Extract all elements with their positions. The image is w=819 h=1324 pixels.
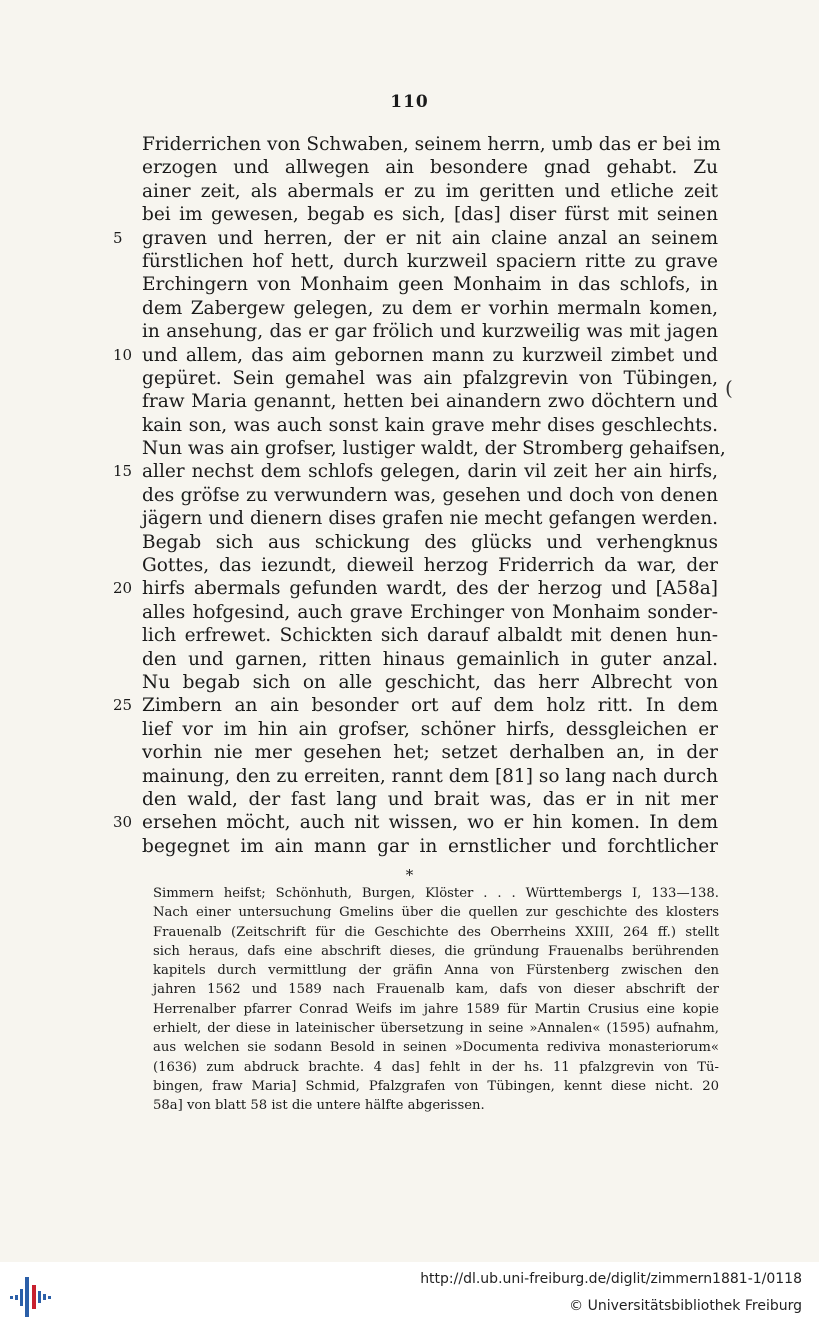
line-text: Begab sich aus schickung des glücks und verhengknus	[142, 531, 718, 553]
line-text: jägern und dienern dises grafen nie mecht gefangen werden.	[142, 508, 718, 530]
page-number: 110	[390, 92, 429, 112]
main-text-block	[113, 133, 726, 858]
line-number: 25	[113, 696, 133, 715]
line-text: gepüret. Sein gemahel was ain pfalzgrevin von Tübingen,	[142, 367, 718, 389]
line-text: begegnet im ain mann gar in ernstlicher und forchtlicher	[142, 835, 718, 857]
text-line	[142, 788, 718, 811]
line-text: Zimbern an ain besonder ort auf dem holz ritt. In dem	[142, 695, 718, 717]
text-line	[142, 156, 718, 179]
text-line	[142, 507, 718, 530]
footnote-line: Simmern heifst; Schönhuth, Burgen, Klöster . . . Württembergs I, 133—138.	[153, 886, 719, 901]
text-line	[142, 297, 718, 320]
text-line	[142, 835, 718, 858]
text-line	[142, 414, 718, 437]
line-text: mainung, den zu erreiten, rannt dem [81] so lang nach durch	[142, 765, 718, 787]
line-text: ersehen möcht, auch nit wissen, wo er hin komen. In dem	[142, 812, 718, 834]
footnote-line: bingen, fraw Maria] Schmid, Pfalzgrafen von Tübingen, kennt diese nicht. 20	[153, 1078, 719, 1094]
permalink-url[interactable]: http://dl.ub.uni-freiburg.de/diglit/zimmern1881-1/0118	[420, 1271, 802, 1287]
footnote-line: jahren 1562 und 1589 nach Frauenalb kam, dafs von dieser abschrift der	[153, 982, 719, 998]
margin-mark: (	[725, 376, 733, 400]
footnotes-block	[153, 884, 719, 1116]
footnote-line: 58a] von blatt 58 ist die untere hälfte abgerissen.	[153, 1098, 485, 1114]
footnote-line: sich heraus, dafs eine abschrift dieses, die gründung Frauenalbs berührenden	[153, 943, 719, 959]
text-line	[142, 484, 718, 507]
text-line	[142, 250, 718, 273]
text-line	[142, 765, 718, 788]
line-text: kain son, was auch sonst kain grave mehr dises geschlechts.	[142, 414, 718, 436]
line-text: bei im gewesen, begab es sich, [das] diser fürst mit seinen	[142, 204, 718, 226]
text-line	[142, 273, 718, 296]
line-text: in ansehung, das er gar frölich und kurzweilig was mit jagen	[142, 321, 718, 343]
line-text: Nu begab sich on alle geschicht, das herr Albrecht von	[142, 671, 718, 693]
line-text: Friderrichen von Schwaben, seinem herrn, umb das er bei im	[142, 134, 721, 155]
line-text: des gröfse zu verwundern was, gesehen und doch von denen	[142, 484, 718, 506]
line-text: dem Zabergew gelegen, zu dem er vorhin mermaln komen,	[142, 297, 718, 319]
text-line	[142, 203, 718, 226]
copyright-notice: © Universitätsbibliothek Freiburg	[569, 1298, 802, 1314]
line-text: ainer zeit, als abermals er zu im geritten und etliche zeit	[142, 180, 718, 202]
text-line	[142, 601, 718, 624]
line-text: lief vor im hin ain grofser, schöner hirfs, dessgleichen er	[142, 718, 718, 740]
text-line	[142, 367, 718, 390]
text-line	[113, 577, 718, 600]
footnote-line: aus welchen sie sodann Besold in seinen »Documenta rediviva monasteriorum«	[153, 1040, 719, 1056]
text-line	[142, 133, 721, 156]
line-number: 30	[113, 813, 133, 832]
text-line	[142, 624, 718, 647]
text-line	[113, 227, 718, 250]
line-text: lich erfrewet. Schickten sich darauf albaldt mit denen hun-	[142, 625, 718, 647]
footnote-line: kapitels durch vermittlung der gräfin Anna von Fürstenberg zwischen den	[153, 963, 719, 979]
text-line	[142, 180, 718, 203]
line-text: den wald, der fast lang und brait was, das er in nit mer	[142, 788, 718, 810]
footnote-line: erhielt, der diese in lateinischer übersetzung in seine »Annalen« (1595) aufnahm,	[153, 1021, 719, 1037]
line-text: aller nechst dem schlofs gelegen, darin vil zeit her ain hirfs,	[142, 461, 718, 483]
text-line	[142, 320, 718, 343]
text-line	[142, 671, 718, 694]
line-number: 20	[113, 579, 133, 598]
line-text: erzogen und allwegen ain besondere gnad gehabt. Zu	[142, 157, 718, 179]
text-line	[142, 718, 718, 741]
text-line	[113, 694, 718, 717]
text-line	[113, 460, 718, 483]
footnote-line: Herrenalber pfarrer Conrad Weifs im jahre 1589 für Martin Crusius eine kopie	[153, 1001, 719, 1017]
line-text: Gottes, das iezundt, dieweil herzog Friderrich da war, der	[142, 555, 718, 577]
text-line	[113, 344, 718, 367]
line-text: Nun was ain grofser, lustiger waldt, der Stromberg gehaifsen,	[142, 438, 726, 460]
text-line	[142, 390, 718, 413]
text-line	[142, 648, 718, 671]
footnote-line: (1636) zum abdruck brachte. 4 das] fehlt in der hs. 11 pfalzgrevin von Tü-	[153, 1059, 719, 1075]
line-text: den und garnen, ritten hinaus gemainlich in guter anzal.	[142, 648, 718, 670]
line-text: graven und herren, der er nit ain claine anzal an seinem	[142, 227, 718, 249]
footnote-line: Nach einer untersuchung Gmelins über die quellen zur geschichte des klosters	[153, 905, 719, 921]
line-number: 10	[113, 345, 133, 364]
line-text: fürstlichen hof hett, durch kurzweil spaciern ritte zu grave	[142, 250, 718, 272]
line-text: Erchingern von Monhaim geen Monhaim in das schlofs, in	[142, 274, 718, 296]
line-text: vorhin nie mer gesehen het; setzet derhalben an, in der	[142, 742, 718, 764]
line-number: 15	[113, 462, 133, 481]
line-text: fraw Maria genannt, hetten bei ainandern zwo döchtern und	[142, 391, 718, 413]
text-line	[142, 741, 718, 764]
footnote-separator-asterisk: *	[405, 866, 414, 884]
line-number: 5	[113, 228, 123, 247]
text-line	[142, 437, 726, 460]
text-line	[142, 554, 718, 577]
footnote-line: Frauenalb (Zeitschrift für die Geschichte des Oberrheins XXIII, 264 ff.) stellt	[153, 924, 719, 940]
line-text: hirfs abermals gefunden wardt, des der herzog und [A58a]	[142, 578, 718, 600]
ub-freiburg-logo-icon[interactable]	[10, 1275, 54, 1319]
line-text: alles hofgesind, auch grave Erchinger von Monhaim sonder-	[142, 601, 718, 623]
line-text: und allem, das aim gebornen mann zu kurzweil zimbet und	[142, 344, 718, 366]
text-line	[113, 811, 718, 834]
text-line	[142, 531, 718, 554]
